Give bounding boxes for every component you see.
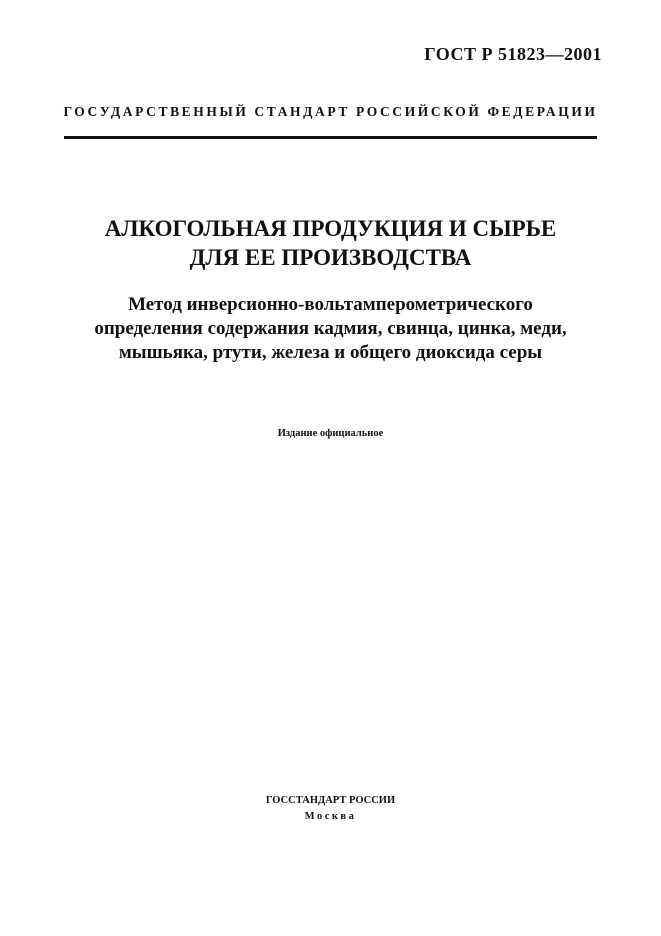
subtitle-line-3: мышьяка, ртути, железа и общего диоксида серы [118,342,543,363]
title-line-2: ДЛЯ ЕЕ ПРОИЗВОДСТВА [189,245,472,270]
publication-city: Москва [304,811,357,822]
document-subtitle [40,293,621,365]
subtitle-line-2: определения содержания кадмия, свинца, цинка, меди, [94,318,567,339]
standard-number: ГОСТ Р 51823—2001 [424,44,602,64]
header-divider [64,136,597,139]
title-line-1: АЛКОГОЛЬНАЯ ПРОДУКЦИЯ И СЫРЬЕ [104,216,557,241]
document-title [40,214,621,272]
subtitle-line-1: Метод инверсионно-вольтамперометрического [128,294,533,315]
state-standard-heading: ГОСУДАРСТВЕННЫЙ СТАНДАРТ РОССИЙСКОЙ ФЕДЕРАЦИИ [63,104,598,119]
edition-note: Издание официальное [277,428,384,439]
publisher-name: ГОССТАНДАРТ РОССИИ [265,795,396,806]
